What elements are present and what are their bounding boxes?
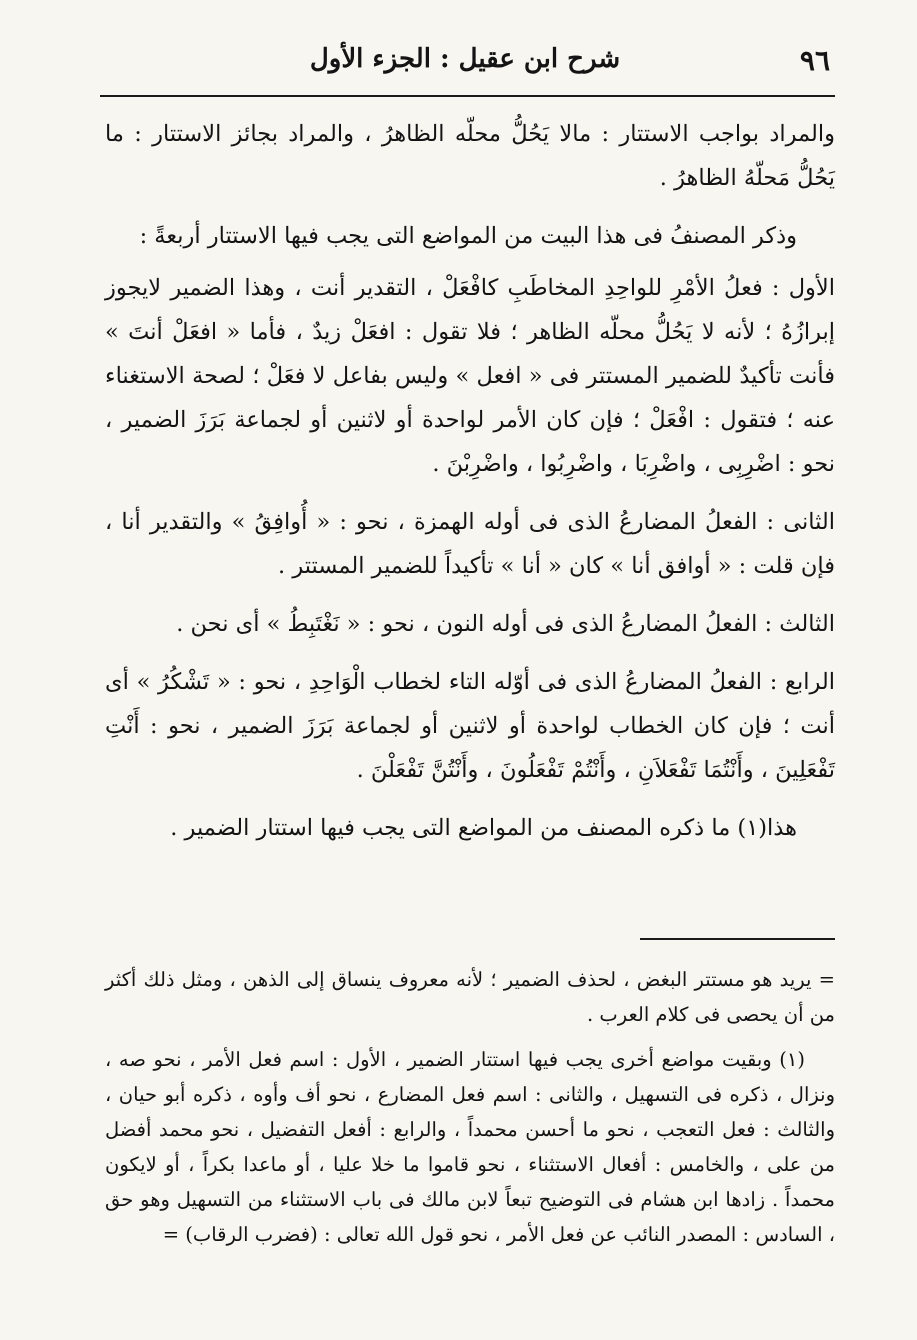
footnote-1: (١) وبقيت مواضع أخرى يجب فيها استتار الضمير ، الأول : اسم فعل الأمر ، نحو صه ، ونزال ، ذكره فى التسهيل ، والثانى : اسم فعل المضارع ، نحو أف وأوه ، ذكره أبو حيان ، والثالث : فعل التعجب ، نحو ما أحسن محمداً ، والرابع : أفعل التفضيل ، نحو محمد أفضل من على ، والخامس : أفعال الاستثناء ، نحو قاموا ما خلا عليا ، أو ماعدا بكراً ، أو لايكون محمداً . زادها ابن هشام فى التوضيح تبعاً لابن مالك فى باب الاستثناء من التسهيل وهو حق ، السادس : المصدر النائب عن فعل الأمر ، نحو قول الله تعالى : (فضرب الرقاب) = [105, 1048, 835, 1246]
page-header [100, 38, 830, 88]
paragraph-third: الثالث : الفعلُ المضارعُ الذى فى أوله النون ، نحو : « نَغْتَبِطُ » أى نحن . [176, 611, 835, 637]
paragraph-second: الثانى : الفعلُ المضارعُ الذى فى أوله الهمزة ، نحو : « أُوافِقُ » والتقدير أنا ، فإن قلت : « أوافق أنا » كان « أنا » تأكيداً للضمير المستتر . [105, 509, 835, 579]
page-number: ٩٦ [799, 44, 830, 77]
running-title: شرح ابن عقيل : الجزء الأول [309, 44, 621, 74]
paragraph-summary: هذا(١) ما ذكره المصنف من المواضع التى يجب فيها استتار الضمير . [170, 815, 797, 841]
paragraph-definition: والمراد بواجب الاستتار : مالا يَحُلُّ محلّه الظاهرُ ، والمراد بجائز الاستتار : ما يَحُلُّ مَحلّهُ الظاهرُ . [105, 121, 835, 191]
header-rule [100, 95, 835, 97]
paragraph-first: الأول : فعلُ الأمْرِ للواحِدِ المخاطَبِ كافْعَلْ ، التقدير أنت ، وهذا الضمير لايجوز إبرازُهُ ؛ لأنه لا يَحُلُّ محلّه الظاهر ؛ فلا تقول : افعَلْ زيدٌ ، فأما « افعَلْ أنتَ » فأنت تأكيدٌ للضمير المستتر فى « افعل » وليس بفاعل لا فعَلْ ؛ لصحة الاستغناء عنه ؛ فتقول : افْعَلْ ؛ فإن كان الأمر لواحدة أو لاثنين أو لجماعة بَرَزَ الضمير ، نحو : اضْرِبِى ، واضْرِبَا ، واضْرِبُوا ، واضْرِبْنَ . [105, 275, 835, 477]
footnote-rule [640, 938, 835, 940]
paragraph-intro: وذكر المصنفُ فى هذا البيت من المواضع التى يجب فيها الاستتار أربعةً : [139, 223, 797, 249]
footnote-continuation: = يريد هو مستتر البغض ، لحذف الضمير ؛ لأنه معروف ينساق إلى الذهن ، ومثل ذلك أكثر من أن يحصى فى كلام العرب . [105, 968, 835, 1026]
paragraph-fourth: الرابع : الفعلُ المضارعُ الذى فى أوّله التاء لخطاب الْوَاحِدِ ، نحو : « تَشْكُرُ » أى أنت ؛ فإن كان الخطاب لواحدة أو لاثنين أو لجماعة بَرَزَ الضمير ، نحو : أَنْتِ تَفْعَلِينَ ، وأَنْتُمَا تَفْعَلاَنِ ، وأَنْتُمْ تَفْعَلُونَ ، وأَنْتُنَّ تَفْعَلْنَ . [105, 669, 835, 783]
footnotes [105, 962, 835, 1262]
main-text [105, 112, 835, 864]
